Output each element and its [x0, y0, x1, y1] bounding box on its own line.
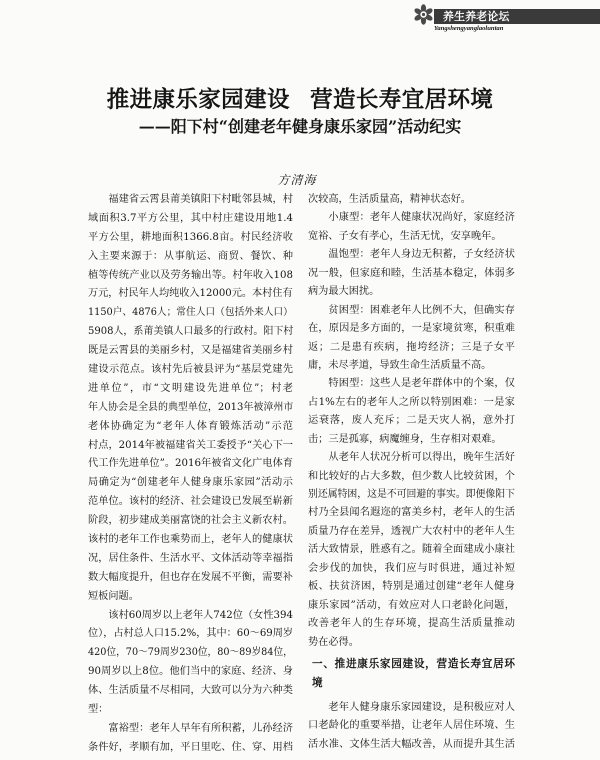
body-text-line: 占1%左右的老年人之所以特别困难：一是家	[308, 396, 515, 408]
body-text-line: 该村的老年工作也乘势而上，老年人的健康状	[88, 534, 293, 546]
body-text-line: 型：	[88, 704, 109, 716]
body-text-line: 会步伐的加快，我们应与时俱进，通过补短	[308, 562, 515, 574]
body-text-line: 万元，村民年人均纯收入12000元。本村住有	[88, 288, 293, 300]
body-text-line: 富裕型：老年人早年有所积蓄，儿孙经济	[108, 722, 293, 734]
body-text-line: 别还属特困，这是不可回避的事实。即便像阳下	[308, 489, 515, 500]
body-text-line: 板、扶贫济困，特别是通过创建“老年人健身	[308, 581, 515, 593]
body-text-line: 贫困型：困难老年人比例不大，但确实存	[328, 304, 515, 316]
body-text-line: 击；三是孤寡，病魔缠身，生存相对艰难。	[308, 433, 502, 445]
body-text-line: 条件好，孝顺有加，平日里吃、住、穿、用档	[88, 741, 293, 753]
body-text-line: 改善老年人的生存环境，提高生活质量推动	[308, 618, 515, 630]
body-text-line: 势在必得。	[308, 636, 359, 648]
body-text-line: 庸，未尽孝道，导致生命生活质量不高。	[308, 359, 492, 371]
body-text-line: 既是云霄县的美丽乡村，又是福建省美丽乡村	[88, 345, 293, 357]
body-text-line: 范单位。该村的经济、社会建设已发展至崭新	[88, 496, 293, 508]
body-text-line: 和比较好的占大多数，但少数人比较贫困，个	[308, 470, 515, 482]
body-text-line: 活大致情景，胜惑有之。随着全面建成小康社	[308, 544, 515, 556]
body-text-line: 阶段，初步建成美丽富饶的社会主义新农村。	[88, 515, 293, 527]
body-text-line: 病为最大困扰。	[308, 286, 380, 298]
body-text-line: 返；二是患有疾病，拖垮经济；三是子女平	[308, 341, 515, 353]
body-text-line: 建设示范点。该村先后被县评为“基层党建先	[88, 364, 293, 376]
body-text-line: 小康型：老年人健康状况尚好，家庭经济	[328, 212, 515, 224]
article-author: 方清海	[277, 173, 317, 187]
body-text-line: 数大幅度提升，但也存在发展不平衡，需要补	[88, 571, 293, 583]
section-heading-line: 一、推进康乐家园建设，营造长寿宜居环	[312, 657, 515, 670]
right-column	[308, 191, 515, 754]
body-text-line: 短板问题。	[88, 590, 139, 602]
body-text-line: 该村60周岁以上老年人742位（女性394	[108, 609, 293, 621]
body-text-line: 位），占村总人口15.2%，其中：60～69周岁	[88, 628, 294, 640]
body-text-line: 运衰落，废人充斥；二是天灾人祸，意外打	[308, 415, 515, 427]
body-text-line: 植等传统产业以及劳务输出等。村年收入108	[88, 269, 293, 281]
body-text-line: 年人协会是全县的典型单位，2013年被漳州市	[88, 401, 294, 413]
article-title: 推进康乐家园建设 营造长寿宜居环境	[106, 87, 494, 113]
section-pinyin: Yangshengyanglaoluntan	[434, 25, 504, 32]
body-text-line: 从老年人状况分析可以得出，晚年生活好	[328, 452, 515, 464]
flower-icon	[413, 4, 434, 25]
body-text-line: 老体协确定为“老年人体育锻炼活动”示范	[88, 420, 293, 432]
body-text-line: 局确定为“创建老年人健身康乐家园”活动示	[88, 477, 293, 489]
body-text-line: 宽裕、子女有孝心，生活无忧，安享晚年。	[308, 230, 502, 242]
section-band	[434, 9, 600, 24]
body-text-line: 5908人，系莆美镇人口最多的行政村。阳下村	[88, 326, 294, 338]
left-column	[88, 191, 293, 758]
body-text-line: 代工作先进单位”。2016年被省文化广电体育	[88, 458, 293, 470]
body-text-line: 1150户、4876人；常住人口（包括外来人口）	[88, 307, 293, 319]
article-subtitle: ——阳下村“创建老年健身康乐家园”活动纪实	[138, 117, 462, 136]
body-text-line: 温饱型：老年人身边无积蓄，子女经济状	[328, 249, 515, 261]
body-text-line: 况一般，但家庭和睦，生活基本稳定，体弱多	[308, 267, 515, 279]
body-text-line: 村点，2014年被福建省关工委授予“关心下一	[88, 439, 293, 451]
body-text-line: 质量乃存在差异，透视广大农村中的老年人生	[308, 525, 515, 537]
body-text-line: 90周岁以上8位。他们当中的家庭、经济、身	[88, 666, 293, 678]
body-text-line: 次较高，生活质量高，精神状态好。	[308, 194, 471, 205]
body-text-line: 平方公里，耕地面积1366.8亩。村民经济收	[88, 231, 293, 243]
body-text-line: 况，居住条件、生活水平、文体活动等幸福指	[88, 552, 293, 564]
body-text-line: 老年人健身康乐家园建设，是积极应对人	[328, 701, 515, 713]
body-text-line: 进单位”，市“文明建设先进单位”；村老	[88, 382, 293, 394]
body-text-line: 康乐家园”活动，有效应对人口老龄化问题，	[308, 599, 515, 611]
body-text-line: 福建省云霄县莆美镇阳下村毗邻县城，村	[108, 194, 293, 205]
body-text-line: 在，原因是多方面的，一是家境贫寒，积重难	[308, 323, 515, 335]
body-text-line: 420位，70～79周岁230位，80～89岁84位，	[88, 647, 293, 659]
section-title: 养生养老论坛	[443, 10, 510, 23]
body-text-line: 域面积3.7平方公里，其中村庄建设用地1.4	[88, 212, 293, 224]
section-heading-line: 境	[312, 676, 323, 689]
body-text-line: 村乃全县闻名遐迩的富美乡村，老年人的生活	[308, 507, 515, 519]
body-text-line: 体、生活质量不尽相同，大致可以分为六种类	[88, 685, 293, 697]
body-text-line: 入主要来源于：从事航运、商贸、餐饮、种	[88, 250, 293, 262]
body-text-line: 活水准、文体生活大幅改善，从而提升其生活	[308, 738, 515, 750]
body-text-line: 特困型：这些人是老年群体中的个案，仅	[328, 378, 515, 390]
body-text-line: 口老龄化的重要举措，让老年人居住环境、生	[308, 720, 515, 732]
